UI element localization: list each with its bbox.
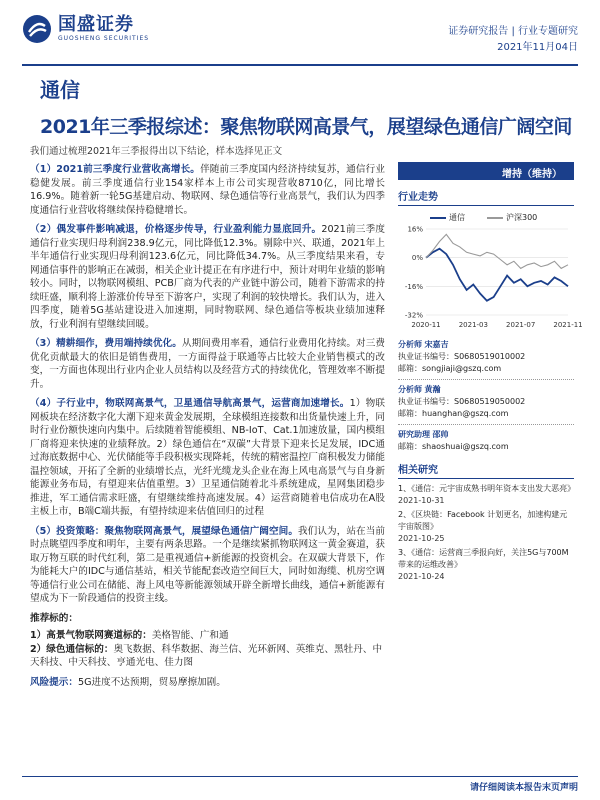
- x-tick-label: 2021-03: [458, 321, 488, 329]
- paragraph-lead: （4）子行业中，物联网高景气，卫星通信导航高景气，运营商加速增长。: [30, 398, 350, 409]
- header-meta: [448, 24, 578, 56]
- legend-swatch: [487, 217, 503, 219]
- paragraph-lead: （1）2021前三季度行业营收高增长。: [30, 164, 201, 175]
- recommend-heading: 推荐标的：: [30, 612, 78, 624]
- paragraph-body: 伴随前三季度国内经济持续复苏，通信行业稳健发展。前三季度通信行业154家样本上市公司实现营收8710亿，同比增长16.9%。随着新一轮5G基建启动、物联网、绿色通信等行业高景气，我们认为四季度通信行业营收将继续保持稳健增长。: [30, 164, 385, 216]
- recommend-item: [30, 629, 385, 643]
- paragraph-lead: （2）偶发事件影响减退，价格逐步传导，行业盈利能力显底回升。: [30, 224, 322, 235]
- brand-name: 国盛证券: [58, 14, 134, 35]
- email-label: 邮箱：: [398, 409, 422, 418]
- y-tick-label: -32%: [404, 311, 423, 320]
- brand-name-en: GUOSHENG SECURITIES: [58, 35, 150, 42]
- paragraph-2: [30, 223, 385, 331]
- analyst-list: [398, 339, 574, 453]
- x-tick-label: 2020-11: [411, 321, 441, 329]
- related-item[interactable]: [398, 483, 574, 507]
- rating-badge: 增持（维持）: [398, 162, 574, 180]
- recommend-label: 1）高景气物联网赛道标的：: [30, 630, 152, 641]
- paragraph-body: 从期间费用率看，通信行业费用化持续。对三费优化贡献最大的依旧是销售费用，一方面得益于联通等占比较大企业销售模式的改变，一方面也体现出行业内企业人员结构以及经营方式的持续优化，管理效率不断提升。: [30, 338, 385, 390]
- x-tick-label: 2021-11: [553, 321, 583, 329]
- industry-label: 通信: [40, 78, 80, 102]
- analyst-name: 黄瀚: [424, 385, 441, 394]
- analyst-block: [398, 339, 574, 375]
- related-title: 1、《通信：元宇宙成熟书明年资本支出发大恶亮》: [398, 484, 576, 493]
- paragraph-1: [30, 163, 385, 217]
- recommend-item: [30, 643, 385, 670]
- analyst-email[interactable]: shaoshuai@gszq.com: [422, 442, 509, 451]
- analyst-role: 分析师: [398, 340, 422, 349]
- related-date: 2021-10-24: [398, 572, 445, 581]
- analyst-block: [398, 429, 574, 453]
- email-label: 邮箱：: [398, 364, 422, 373]
- page-title: 2021年三季报综述：聚焦物联网高景气，展望绿色通信广阔空间: [40, 116, 572, 138]
- trend-heading: 行业走势: [398, 188, 574, 206]
- y-tick-label: -16%: [404, 282, 423, 291]
- analyst-name: 宋嘉吉: [424, 340, 449, 349]
- paragraph-4: [30, 397, 385, 519]
- legend-swatch: [430, 217, 446, 219]
- brand-mark-icon: [22, 14, 52, 44]
- trend-chart: [398, 223, 583, 333]
- legend-label: 通信: [449, 213, 465, 222]
- related-item[interactable]: [398, 509, 574, 545]
- cert-label: 执业证书编号：: [398, 397, 454, 406]
- analyst-block: [398, 384, 574, 420]
- email-label: 邮箱：: [398, 442, 422, 451]
- report-type: 证券研究报告 | 行业专题研究: [448, 26, 578, 37]
- analyst-email[interactable]: songjiaji@gszq.com: [422, 364, 502, 373]
- divider: [398, 379, 574, 380]
- related-date: 2021-10-25: [398, 534, 445, 543]
- cert-label: 执业证书编号：: [398, 352, 454, 361]
- chart-legend: [430, 212, 574, 223]
- risk-note: [30, 676, 385, 690]
- recommend-list: [30, 629, 385, 670]
- analyst-role: 分析师: [398, 385, 422, 394]
- sidebar: [398, 162, 583, 585]
- paragraph-body: 1）物联网板块在经济数字化大潮下迎来黄金发展期，全球模组连接数和出货量快速上升，同时行业份额快速向内集中。后续随着智能模组、NB-IoT、Cat.1加速放量，国内模组厂商将迎来快速的业绩释放。2）绿色通信在“双碳”大背景下迎来长足发展，IDC通过海底数据中心、光伏储能等手段积极实现降耗，传统的精密温控厂商积极发力储能温控领域，开拓了全新的业绩增长点，光纤光缆龙头企业在海上风电高景气与自身新能源业务布局，有望迎来估值重塑。3）卫星通信随着北斗系统建成，星网集团稳步推进，军工通信需求旺盛，有望继续维持高速发展。4）运营商随着电信成功在A股主板上市，B端C端共振，有望持续迎来估值回归的过程: [30, 398, 385, 517]
- related-title: 3、《通信：运营商三季报向好，关注5G与700M带来的运维改善》: [398, 548, 569, 569]
- related-list: [398, 483, 574, 583]
- divider: [398, 424, 574, 425]
- paragraph-3: [30, 337, 385, 391]
- series-line-沪深300: [426, 234, 568, 268]
- related-date: 2021-10-31: [398, 496, 445, 505]
- brand-logo: [22, 14, 149, 44]
- footer-note: 请仔细阅读本报告末页声明: [469, 783, 578, 793]
- legend-item: [487, 212, 537, 223]
- analyst-role: 研究助理: [398, 430, 430, 439]
- footer-rule: [22, 776, 578, 777]
- y-tick-label: 0%: [411, 254, 423, 263]
- paragraph-lead: （5）投资策略：聚焦物联网高景气，展望绿色通信广阔空间。: [30, 525, 298, 537]
- report-date: 2021年11月04日: [497, 42, 578, 53]
- main-column: [30, 163, 385, 689]
- recommend-value: 奥飞数据、科华数据、海兰信、光环新网、英维克、黑牡丹、中天科技、中天科技、亨通光电、佳力图: [30, 643, 383, 668]
- paragraph-body: 2021前三季度通信行业实现归母利润238.9亿元，同比降低12.3%。剔除中兴、联通，2021年上半年通信行业实现归母利润123.6亿元，同比降低34.7%。从三季度结果来看，专网通信事件的影响正在减弱，相关企业计提正在有序进行中，预计对明年业绩的影响较小。同时，以物联网模组、PCB厂商为代表的产业链中游公司，随着下游需求的持续旺盛，顺利将上游涨价传导至下游客户，实现了利润的较快增长。我们认为，进入四季度，随着5G基站建设进入加速期，同时物联网、绿色通信等板块业绩加速释放，行业利润有望继续回暖。: [30, 224, 385, 330]
- risk-label: 风险提示：: [30, 676, 78, 688]
- risk-value: 5G进度不达预期，贸易摩擦加剧。: [77, 676, 226, 688]
- paragraph-5: [30, 525, 385, 606]
- recommend-label: 2）绿色通信标的：: [30, 643, 114, 655]
- cert-number: S0680519010002: [454, 352, 526, 361]
- header-rule: [22, 64, 578, 66]
- cert-number: S0680519050002: [454, 397, 526, 406]
- x-tick-label: 2021-07: [506, 321, 536, 329]
- paragraph-lead: （3）精耕细作，费用端持续优化。: [30, 338, 182, 349]
- related-item[interactable]: [398, 547, 574, 583]
- intro-text: 我们通过梳理2021年三季报得出以下结论，样本选择见正文: [30, 146, 283, 157]
- legend-label: 沪深300: [506, 213, 538, 222]
- recommend-value: 美格智能、广和通: [151, 630, 229, 641]
- analyst-name: 邵帅: [432, 430, 449, 439]
- analyst-email[interactable]: huanghan@gszq.com: [422, 409, 509, 418]
- paragraph-body: 我们认为，站在当前时点眺望四季度和明年，主要有两条思路。一个是继续紧抓物联网这一黄金赛道，获取万物互联的时代红利，第二是重视通信+新能源的投资机会。在双碳大背景下，作为能耗大户的IDC与通信基站，相关节能配套改造空间巨大，同时如海缆、机房空调等通信行业公司在储能、海上风电等新能源领域开辟全新增长曲线，通信+新能源有望成为下一阶段通信的投资主线。: [30, 525, 385, 604]
- related-heading: 相关研究: [398, 461, 574, 479]
- related-title: 2、《区块链：Facebook 计划更名，加速构建元宇宙版图》: [398, 510, 568, 531]
- legend-item: [430, 212, 465, 223]
- y-tick-label: 16%: [407, 225, 423, 234]
